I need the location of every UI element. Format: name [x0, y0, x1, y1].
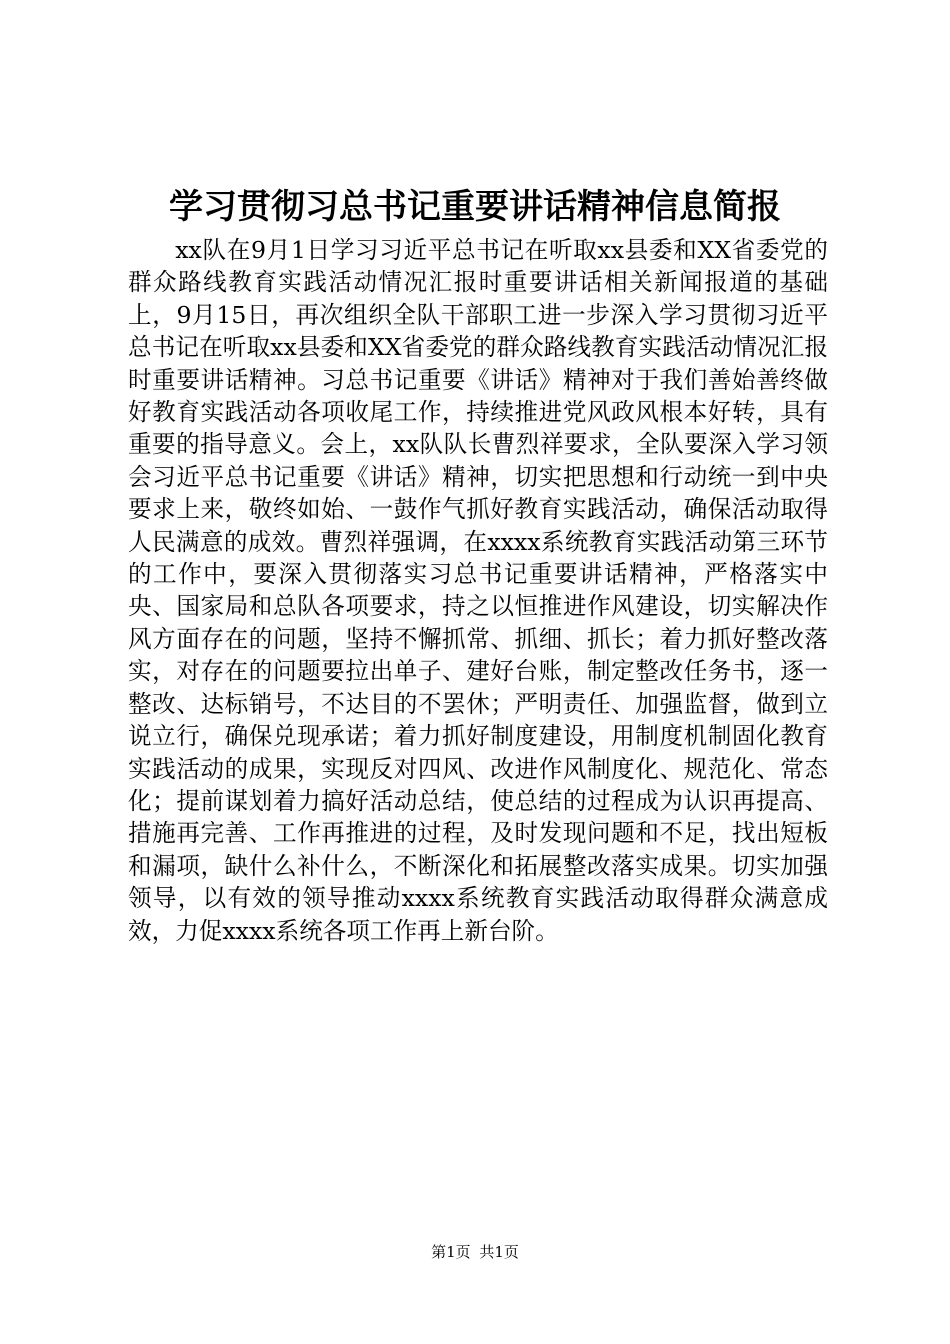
page-footer: 第1页 共1页: [431, 1243, 519, 1261]
document-body-paragraph: xx队在9月1日学习习近平总书记在听取xx县委和XX省委党的群众路线教育实践活动情况汇报时重要讲话相关新闻报道的基础上，9月15日，再次组织全队干部职工进一步深入学习贯彻习近平总书记在听取xx县委和XX省委党的群众路线教育实践活动情况汇报时重要讲话精神。习总书记重要《讲话》精神对于我们善始善终做好教育实践活动各项收尾工作，持续推进党风政风根本好转，具有重要的指导意义。会上，xx队队长曹烈祥要求，全队要深入学习领会习近平总书记重要《讲话》精神，切实把思想和行动统一到中央要求上来，敬终如始、一鼓作气抓好教育实践活动，确保活动取得人民满意的成效。曹烈祥强调，在xxxx系统教育实践活动第三环节的工作中，要深入贯彻落实习总书记重要讲话精神，严格落实中央、国家局和总队各项要求，持之以恒推进作风建设，切实解决作风方面存在的问题，坚持不懈抓常、抓细、抓长；着力抓好整改落实，对存在的问题要拉出单子、建好台账，制定整改任务书，逐一整改、达标销号，不达目的不罢休；严明责任、加强监督，做到立说立行，确保兑现承诺；着力抓好制度建设，用制度机制固化教育实践活动的成果，实现反对四风、改进作风制度化、规范化、常态化；提前谋划着力搞好活动总结，使总结的过程成为认识再提高、措施再完善、工作再推进的过程，及时发现问题和不足，找出短板和漏项，缺什么补什么，不断深化和拓展整改落实成果。切实加强领导，以有效的领导推动xxxx系统教育实践活动取得群众满意成效，力促xxxx系统各项工作再上新台阶。: [128, 236, 828, 945]
document-title: 学习贯彻习总书记重要讲话精神信息简报: [169, 187, 781, 227]
